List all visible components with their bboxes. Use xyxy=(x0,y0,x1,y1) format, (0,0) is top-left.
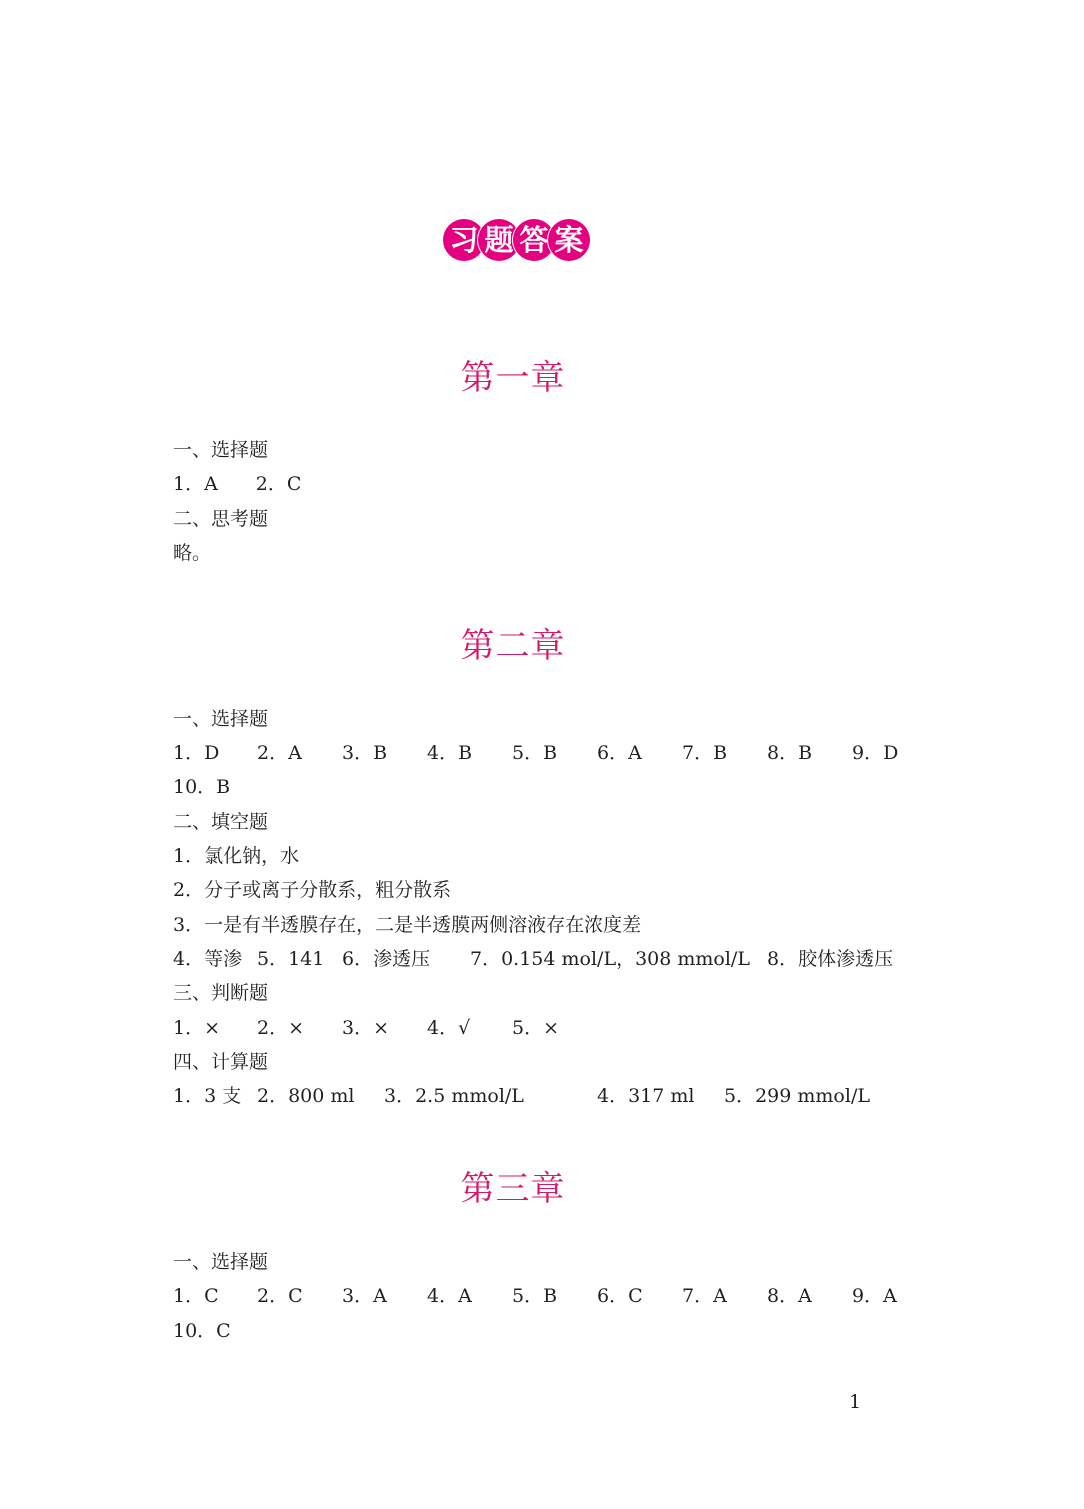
section-heading: 二、填空题 xyxy=(173,811,269,833)
section-heading: 一、选择题 xyxy=(173,1251,269,1273)
answer-item: 6．A xyxy=(597,742,642,764)
answer-item: 3．A xyxy=(342,1285,387,1307)
section-heading: 一、选择题 xyxy=(173,439,269,461)
section-heading: 一、选择题 xyxy=(173,708,269,730)
answer-item: 4．B xyxy=(427,742,473,764)
fill-answers-row xyxy=(173,947,913,971)
answer-item: 5．B xyxy=(512,1285,558,1307)
answer-item: 9．D xyxy=(852,742,899,764)
chapter-heading: 第二章 xyxy=(460,626,566,666)
answer-line: 3．一是有半透膜存在，二是半透膜两侧溶液存在浓度差 xyxy=(173,914,642,936)
answer-item: 4．等渗 xyxy=(173,948,243,970)
answer-item: 1．D xyxy=(173,742,220,764)
answer-item: 8．B xyxy=(767,742,813,764)
answer-item: 9．A xyxy=(852,1285,897,1307)
answer-item: 2．C xyxy=(257,1285,303,1307)
answer-line: 10．B xyxy=(173,776,231,798)
answer-item: 7．0.154 mol/L，308 mmol/L xyxy=(470,948,750,970)
judge-answers-row xyxy=(173,1016,913,1040)
answer-item: 3．B xyxy=(342,742,388,764)
answer-item: 3．× xyxy=(342,1017,390,1039)
section-heading: 三、判断题 xyxy=(173,982,269,1004)
answer-item: 2．800 ml xyxy=(257,1085,355,1107)
answer-item: 8．A xyxy=(767,1285,812,1307)
calc-answers-row xyxy=(173,1084,913,1108)
answer-line: 1．氯化钠，水 xyxy=(173,845,300,867)
answer-item: 8．胶体渗透压 xyxy=(767,948,894,970)
page-number: 1 xyxy=(849,1391,862,1413)
title-char: 案 xyxy=(548,219,590,261)
answer-line: 略。 xyxy=(173,542,212,564)
answer-item: 6．C xyxy=(597,1285,643,1307)
answer-item: 3．2.5 mmol/L xyxy=(384,1085,524,1107)
answer-line: 10．C xyxy=(173,1320,231,1342)
answer-item: 7．B xyxy=(682,742,728,764)
choice-answers-row xyxy=(173,1284,913,1308)
title-char: 习 xyxy=(443,219,485,261)
answer-item: 4．317 ml xyxy=(597,1085,695,1107)
answer-line: 1．A 2．C xyxy=(173,473,302,495)
section-heading: 二、思考题 xyxy=(173,508,269,530)
title-char: 题 xyxy=(478,219,520,261)
answer-item: 4．√ xyxy=(427,1017,471,1039)
answer-item: 2．× xyxy=(257,1017,305,1039)
answer-item: 1．× xyxy=(173,1017,221,1039)
answer-item: 5．B xyxy=(512,742,558,764)
title-badge xyxy=(443,218,590,262)
answer-line: 2．分子或离子分散系，粗分散系 xyxy=(173,879,452,901)
answer-item: 1．3 支 xyxy=(173,1085,242,1107)
answer-item: 2．A xyxy=(257,742,302,764)
chapter-heading: 第一章 xyxy=(460,358,566,398)
answer-item: 6．渗透压 xyxy=(342,948,431,970)
answer-item: 1．C xyxy=(173,1285,219,1307)
section-heading: 四、计算题 xyxy=(173,1051,269,1073)
answer-item: 5．299 mmol/L xyxy=(724,1085,870,1107)
answer-item: 4．A xyxy=(427,1285,472,1307)
choice-answers-row xyxy=(173,741,913,765)
chapter-heading: 第三章 xyxy=(460,1169,566,1209)
answer-item: 5．141 xyxy=(257,948,325,970)
answer-item: 5．× xyxy=(512,1017,560,1039)
title-char: 答 xyxy=(513,219,555,261)
answer-item: 7．A xyxy=(682,1285,727,1307)
